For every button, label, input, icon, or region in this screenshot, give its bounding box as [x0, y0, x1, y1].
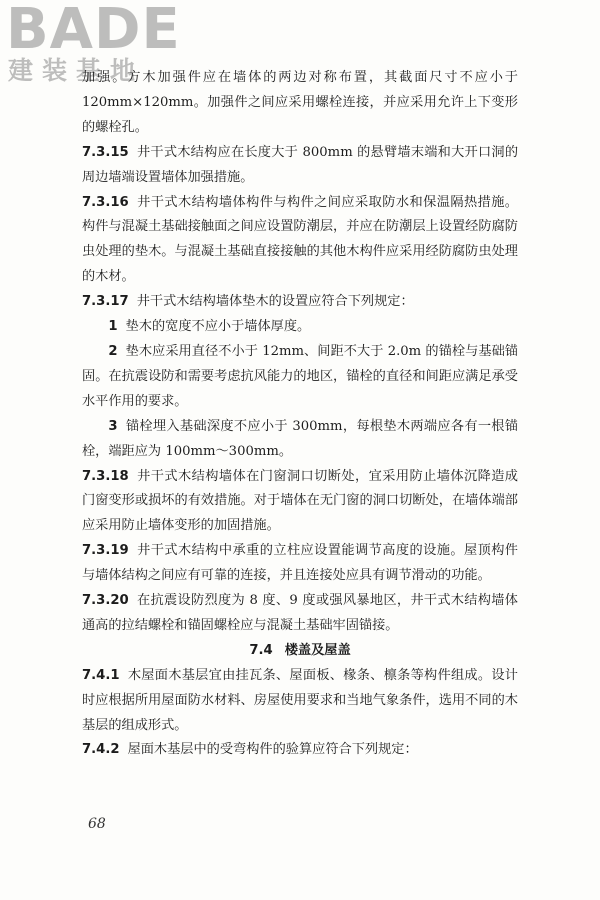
- clause-paragraph: [82, 589, 518, 639]
- clause-number: 7.3.15: [82, 144, 129, 160]
- paragraph-text: 屋面木基层中的受弯构件的验算应符合下列规定：: [127, 742, 418, 758]
- paragraph-text: 井干式木结构墙体构件与构件之间应采取防水和保温隔热措施。构件与混凝土基础接触面之间应设置防潮层，并应在防潮层上设置经防腐防虫处理的垫木。与混凝土基础直接接触的其他木构件应采用经防腐防虫处理的木材。: [82, 194, 518, 285]
- clause-number: 7.3.16: [82, 194, 129, 210]
- page-number: 68: [88, 816, 106, 832]
- list-item: [82, 340, 518, 415]
- watermark-subtitle: 建装基地: [8, 56, 145, 85]
- clause-paragraph: [82, 539, 518, 589]
- paragraph-text: 木屋面木基层宜由挂瓦条、屋面板、椽条、檩条等构件组成。设计时应根据所用屋面防水材料、房屋使用要求和当地气象条件，选用不同的木基层的组成形式。: [82, 667, 518, 733]
- item-number: 3: [108, 418, 118, 434]
- clause-number: 7.4.2: [82, 742, 120, 758]
- clause-paragraph: [82, 738, 518, 763]
- paragraph-text: 井干式木结构应在长度大于 800mm 的悬臂墙末端和大开口洞的周边墙端设置墙体加强措施。: [82, 144, 518, 185]
- clause-number: 7.3.20: [82, 593, 129, 609]
- paragraph-text: 在抗震设防烈度为 8 度、9 度或强风暴地区，井干式木结构墙体通高的拉结螺栓和锚固螺栓应与混凝土基础牢固锚接。: [82, 593, 518, 633]
- section-title-text: 楼盖及屋盖: [284, 642, 351, 658]
- clause-paragraph: [82, 141, 518, 191]
- paragraph-text: 加强。方木加强件应在墙体的两边对称布置，其截面尺寸不应小于 120mm×120mm。加强件之间应采用螺栓连接，并应采用允许上下变形的螺栓孔。: [82, 70, 518, 135]
- section-heading: [82, 639, 518, 664]
- item-number: 1: [108, 319, 118, 335]
- list-item: [82, 415, 518, 465]
- clause-paragraph: [82, 465, 518, 540]
- list-item: [82, 315, 518, 340]
- paragraph-text: 垫木应采用直径不小于 12mm、间距不大于 2.0m 的锚栓与基础锚固。在抗震设防和需要考虑抗风能力的地区，锚栓的直径和间距应满足承受水平作用的要求。: [82, 343, 518, 409]
- paragraph-text: 井干式木结构中承重的立柱应设置能调节高度的设施。屋顶构件与墙体结构之间应有可靠的连接，并且连接处应具有调节滑动的功能。: [82, 543, 518, 584]
- clause-number: 7.3.19: [82, 543, 129, 559]
- paragraph-text: 井干式木结构墙体垫木的设置应符合下列规定：: [136, 294, 414, 310]
- clause-paragraph: [82, 290, 518, 315]
- document-body: [82, 66, 518, 763]
- section-number: 7.4: [249, 642, 273, 658]
- clause-number: 7.4.1: [82, 667, 120, 683]
- watermark-brand: BADE: [6, 0, 181, 62]
- clause-number: 7.3.17: [82, 294, 129, 310]
- clause-paragraph: [82, 191, 518, 291]
- clause-number: 7.3.18: [82, 468, 129, 484]
- clause-paragraph: [82, 664, 518, 739]
- paragraph-text: 锚栓埋入基础深度不应小于 300mm，每根垫木两端应各有一根锚栓，端距应为 100mm～300mm。: [82, 418, 518, 459]
- body-paragraph: [82, 66, 518, 141]
- paragraph-text: 垫木的宽度不应小于墙体厚度。: [125, 319, 311, 335]
- item-number: 2: [108, 343, 118, 359]
- paragraph-text: 井干式木结构墙体在门窗洞口切断处，宜采用防止墙体沉降造成门窗变形或损坏的有效措施。对于墙体在无门窗的洞口切断处，在墙体端部应采用防止墙体变形的加固措施。: [82, 468, 518, 534]
